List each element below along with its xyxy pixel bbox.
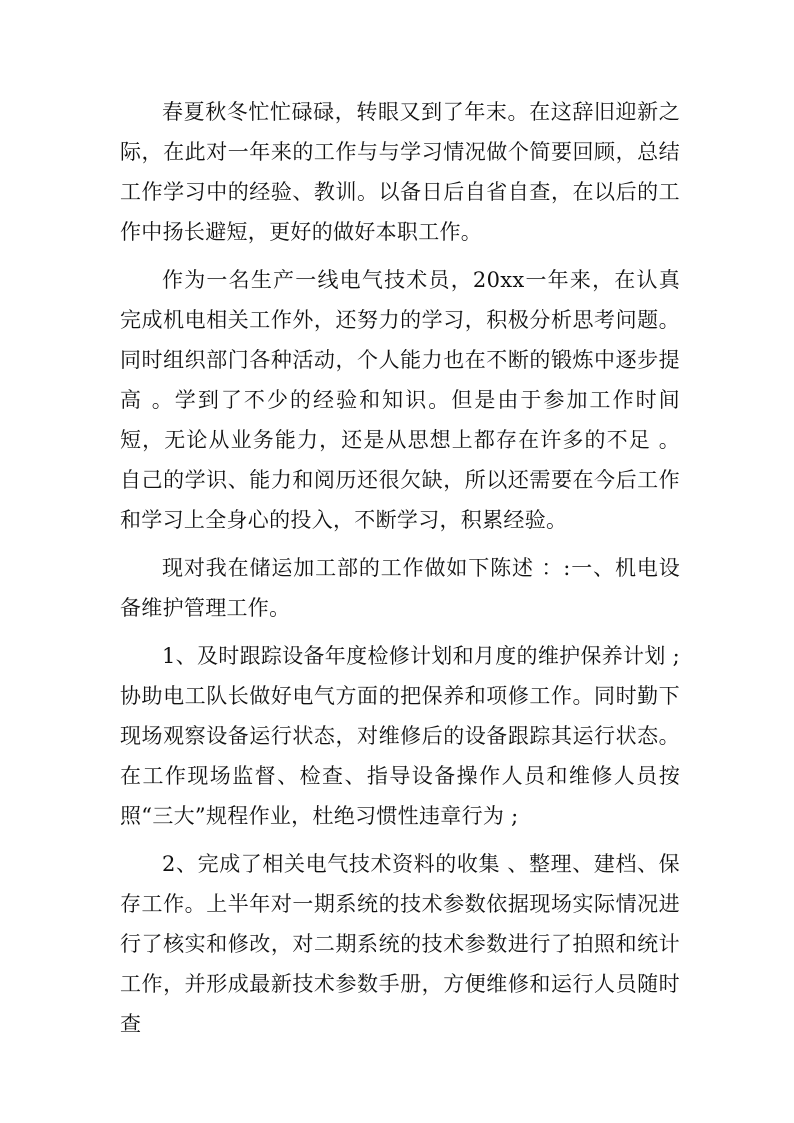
paragraph-item-2: 2、完成了相关电气技术资料的收集 、整理、建档、保存工作。上半年对一期系统的技术参数依据现场实际情况进行了核实和修改，对二期系统的技术参数进行了拍照和统计工作，并形成最新技术参数手册，方便维修和运行人员随时查 — [120, 852, 680, 1036]
document-body — [120, 92, 680, 1052]
paragraph-overview: 现对我在储运加工部的工作做如下陈述 ：:一、机电设备维护管理工作。 — [120, 556, 680, 620]
paragraph-item-1: 1、及时跟踪设备年度检修计划和月度的维护保养计划 ;协助电工队长做好电气方面的把保养和项修工作。同时勤下现场观察设备运行状态，对维修后的设备跟踪其运行状态。在工作现场监督、检查、指导设备操作人员和维修人员按照“三大”规程作业，杜绝习惯性违章行为 ; — [120, 644, 680, 828]
paragraph-role: 作为一名生产一线电气技术员，20xx一年来，在认真完成机电相关工作外，还努力的学习，积极分析思考问题。同时组织部门各种活动，个人能力也在不断的锻炼中逐步提高 。学到了不少的经验和知识。但是由于参加工作时间短，无论从业务能力，还是从思想上都存在许多的不足 。自己的学识、能力和阅历还很欠缺，所以还需要在今后工作和学习上全身心的投入，不断学习，积累经验。 — [120, 268, 680, 532]
paragraph-intro: 春夏秋冬忙忙碌碌，转眼又到了年末。在这辞旧迎新之际，在此对一年来的工作与与学习情况做个简要回顾，总结工作学习中的经验、教训。以备日后自省自查，在以后的工作中扬长避短，更好的做好本职工作。 — [120, 100, 680, 244]
